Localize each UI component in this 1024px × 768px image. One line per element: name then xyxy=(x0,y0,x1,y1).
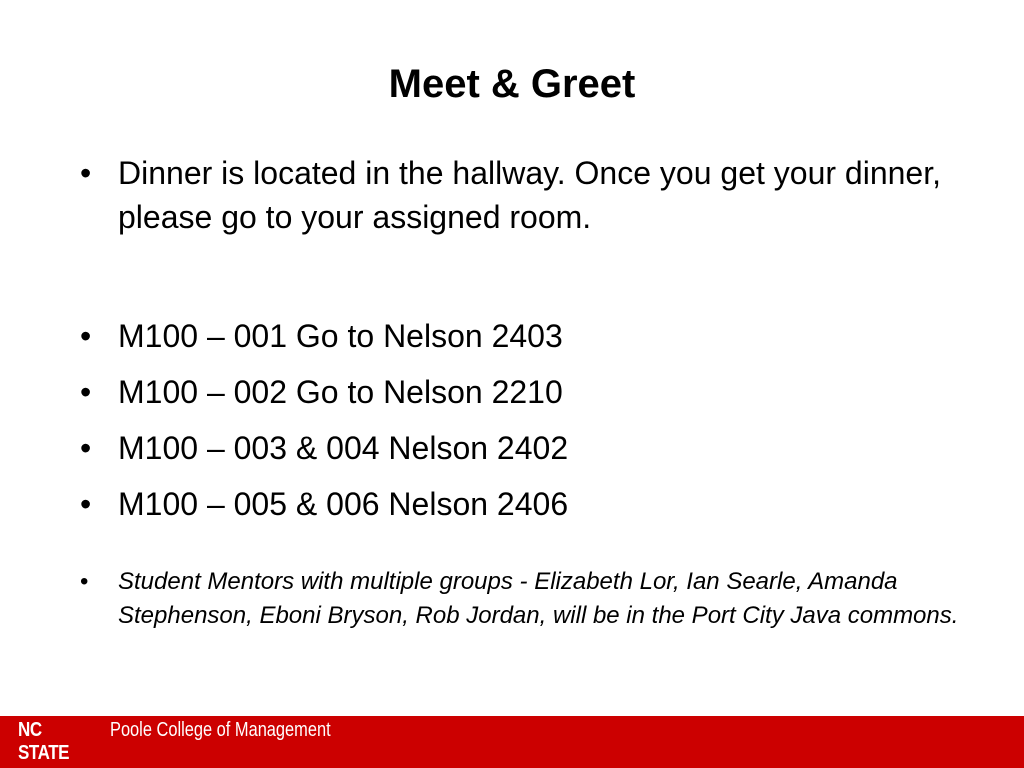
mentor-note-text: Student Mentors with multiple groups - Elizabeth Lor, Ian Searle, Amanda Stephenson, Eboni Bryson, Rob Jordan, will be in the Port City Java commons. xyxy=(118,568,959,629)
bullet-marker: • xyxy=(80,430,92,466)
bullet-text: M100 – 002 Go to Nelson 2210 xyxy=(118,374,563,410)
bullet-marker: • xyxy=(80,568,89,595)
nc-state-logo xyxy=(18,719,379,765)
bullet-marker: • xyxy=(80,155,92,191)
footer-college-name: Poole College of Management xyxy=(110,719,331,741)
footer-brand: NC STATE xyxy=(18,719,70,764)
footer-bar xyxy=(0,716,1024,768)
bullet-text: M100 – 003 & 004 Nelson 2402 xyxy=(118,430,569,466)
bullet-item xyxy=(80,151,960,239)
bullet-item xyxy=(80,426,980,470)
bullet-marker: • xyxy=(80,318,92,354)
bullet-item xyxy=(80,370,980,414)
bullet-marker: • xyxy=(80,486,92,522)
bullet-text: M100 – 001 Go to Nelson 2403 xyxy=(118,318,563,354)
bullet-item xyxy=(80,482,980,526)
bullet-text: Dinner is located in the hallway. Once you get your dinner, please go to your assigned room. xyxy=(118,155,941,235)
slide-title: Meet & Greet xyxy=(388,62,636,106)
bullet-item-note xyxy=(80,565,960,633)
bullet-text: M100 – 005 & 006 Nelson 2406 xyxy=(118,486,569,522)
bullet-marker: • xyxy=(80,374,92,410)
bullet-item xyxy=(80,314,980,358)
